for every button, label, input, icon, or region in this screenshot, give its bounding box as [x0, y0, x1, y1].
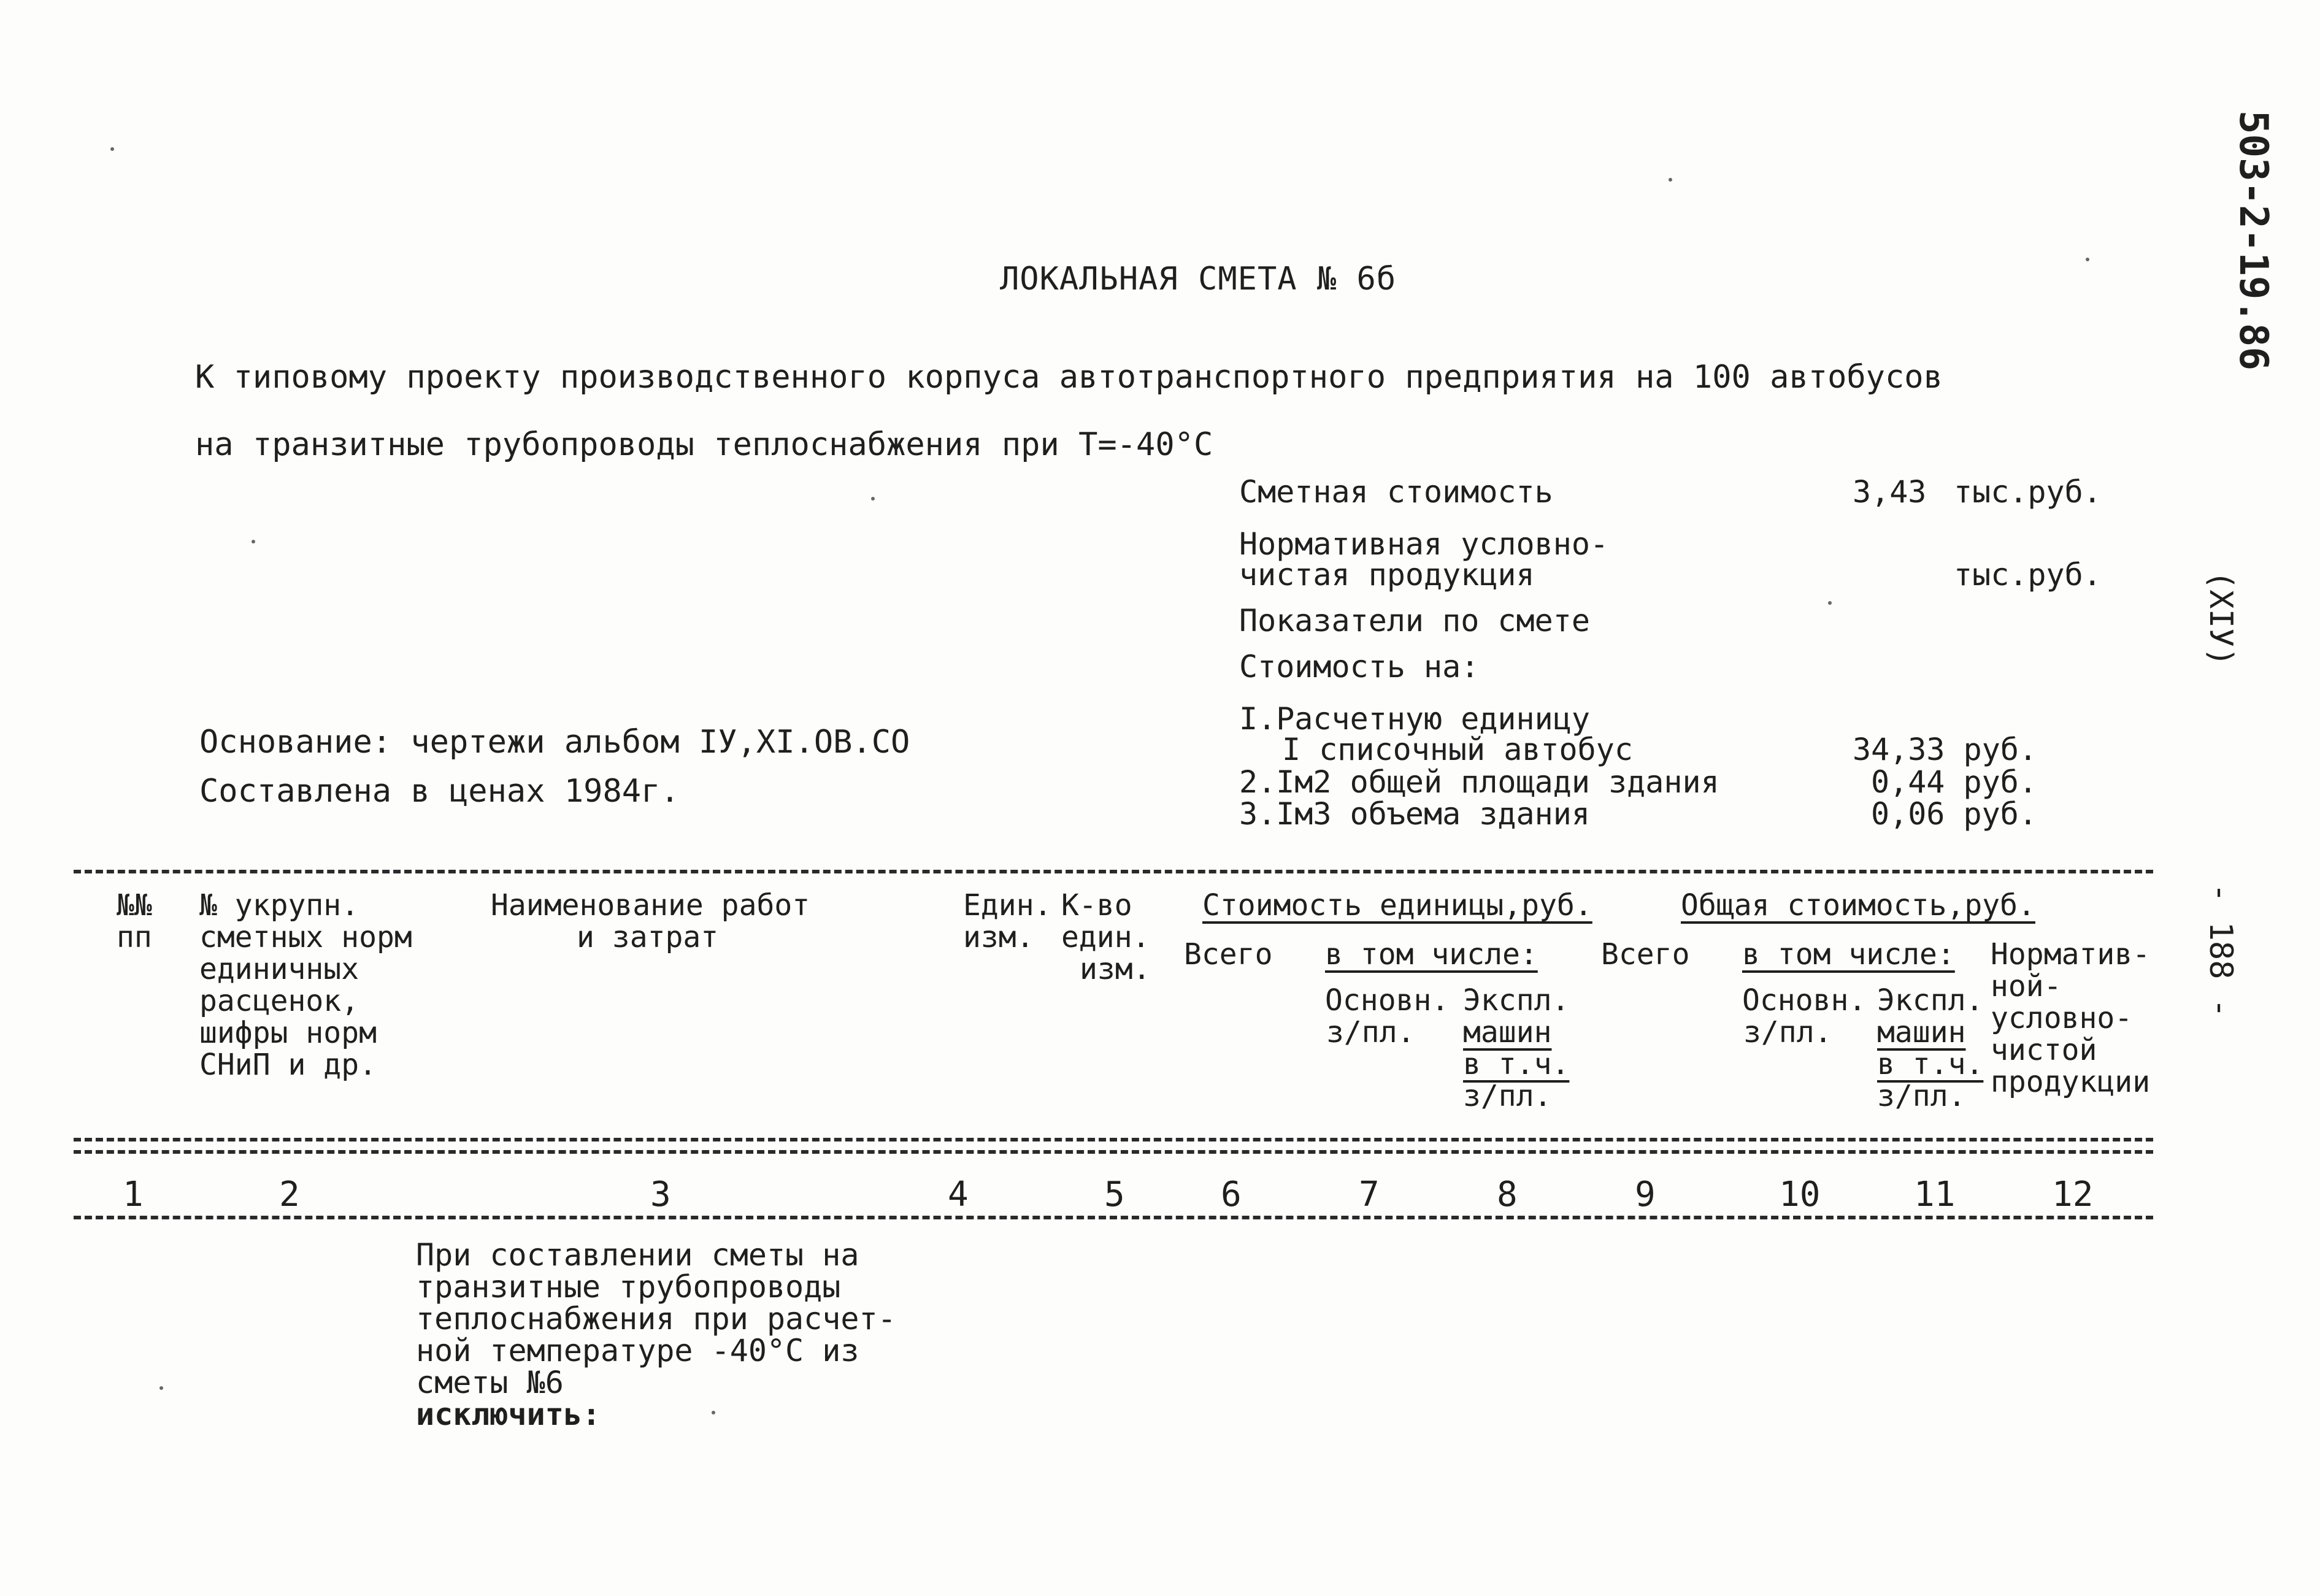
normative-label-1: Нормативная условно- [1239, 526, 1609, 562]
scan-speck [1828, 601, 1832, 605]
cost-value: 3,43 [1853, 474, 1927, 510]
document-title: ЛОКАЛЬНАЯ СМЕТА № 6б [1000, 261, 1397, 297]
item2-value: 0,44 руб. [1871, 764, 2037, 800]
unit-main-wage-header: Основн. з/пл. [1325, 983, 1450, 1049]
scan-speck [252, 540, 255, 543]
item3-value: 0,06 руб. [1871, 796, 2037, 832]
col1-header: №№ пп [117, 888, 152, 954]
note-block: При составлении сметы на транзитные трубопроводы теплоснабжения при расчет- ной температуре -40°С из сметы №6 исключить: [416, 1237, 896, 1432]
column-number: 3 [650, 1175, 671, 1214]
unit-including-header: в том числе: [1325, 937, 1538, 972]
cost-per-label: Стоимость на: [1239, 649, 1480, 685]
item1-line-2: I списочный автобус [1282, 732, 1633, 767]
column-number: 12 [2052, 1175, 2094, 1214]
column-number: 1 [123, 1175, 144, 1214]
col3-header: Наименование работ и затрат [491, 888, 810, 954]
header-bottom-rule-1 [74, 1138, 2153, 1141]
column-number: 2 [279, 1175, 300, 1214]
total-including-header: в том числе: [1742, 937, 1955, 972]
item3-label: 3.Iм3 объема здания [1239, 796, 1590, 832]
cost-label: Сметная стоимость [1239, 474, 1553, 510]
column-number: 6 [1221, 1175, 1242, 1214]
total-cost-header: Общая стоимость,руб. [1681, 888, 2035, 923]
page-number: - 188 - [2202, 883, 2239, 1018]
prices-line: Составлена в ценах 1984г. [199, 773, 680, 810]
scan-speck [1669, 178, 1672, 182]
unit-cost-header: Стоимость единицы,руб. [1202, 888, 1592, 923]
column-number: 7 [1359, 1175, 1380, 1214]
item1-line-1: I.Расчетную единицу [1239, 701, 1590, 737]
side-note: (XIУ) [2202, 570, 2239, 667]
item2-label: 2.Iм2 общей площади здания [1239, 764, 1719, 800]
column-number: 5 [1104, 1175, 1125, 1214]
column-numbers-rule [74, 1216, 2153, 1219]
subtitle-line-2: на транзитные трубопроводы теплоснабжения при Т=-40°С [195, 426, 1213, 463]
total-machines-header: Экспл. машин в т.ч. з/пл. [1877, 983, 1984, 1113]
col2-header: № укрупн. сметных норм единичных расценок, шифры норм СНиП и др. [199, 888, 412, 1082]
basis-line: Основание: чертежи альбом IУ,XI.OB.CO [199, 724, 910, 761]
scan-speck [110, 147, 114, 151]
total-main-wage-header: Основн. з/пл. [1742, 983, 1867, 1049]
subtitle-line-1: К типовому проекту производственного корпуса автотранспортного предприятия на 100 автобусов [195, 359, 1943, 396]
unit-total-header: Всего [1184, 937, 1273, 972]
scan-speck [871, 497, 875, 501]
scan-speck [159, 1386, 163, 1390]
unit-machines-header: Экспл. машин в т.ч. з/пл. [1463, 983, 1570, 1113]
cost-unit: тыс.руб. [1954, 474, 2102, 510]
total-total-header: Всего [1601, 937, 1690, 972]
column-number: 9 [1635, 1175, 1656, 1214]
item1-value: 34,33 руб. [1853, 732, 2038, 767]
scan-speck [712, 1411, 715, 1414]
normative-unit: тыс.руб. [1954, 557, 2102, 593]
col4-header: Един. изм. [963, 888, 1052, 954]
normative-label-2: чистая продукция [1239, 557, 1535, 593]
header-bottom-rule-2 [74, 1150, 2153, 1154]
side-code: 503-2-19.86 [2230, 110, 2276, 370]
scan-speck [2086, 258, 2089, 261]
column-number: 4 [948, 1175, 969, 1214]
column-number: 11 [1914, 1175, 1956, 1214]
col5-header: К-во един. изм. [1061, 888, 1151, 986]
column-number: 10 [1779, 1175, 1821, 1214]
column-number: 8 [1497, 1175, 1518, 1214]
normative-header: Норматив- ной- условно- чистой продукции [1991, 937, 2151, 1099]
header-top-rule [74, 870, 2153, 873]
indicators-label: Показатели по смете [1239, 603, 1590, 639]
